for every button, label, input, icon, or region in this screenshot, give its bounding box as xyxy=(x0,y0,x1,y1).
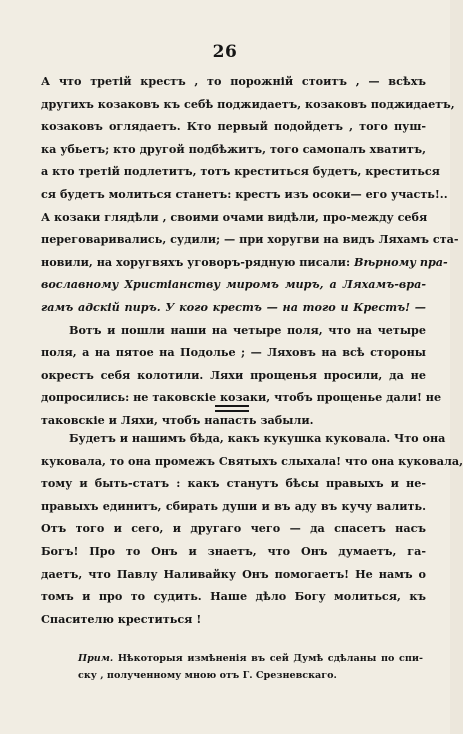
footnote-line xyxy=(78,650,423,667)
text-line: другихъ козаковъ къ себѣ поджидаетъ, козаковъ поджидаетъ, xyxy=(41,96,455,111)
page-number: 26 xyxy=(212,42,238,62)
text-line: Богъ! Про то Онъ и знаетъ, что Онъ думаетъ, га- xyxy=(41,543,426,558)
stanza-1 xyxy=(41,70,459,432)
text-line-mixed xyxy=(41,251,448,274)
footnote-label: Прим. xyxy=(78,653,114,664)
footnote-text: Нѣкоторыя измѣненія въ сей Думѣ сдѣланы по спи- xyxy=(117,653,423,664)
text-line: Вотъ и пошли наши на четыре поля, что на четыре xyxy=(69,322,426,337)
section-divider xyxy=(215,410,249,412)
text-line: ся будетъ молиться станетъ: крестъ изъ осоки— его участь!.. xyxy=(41,186,448,201)
text-line: таковскіе и Ляхи, чтобъ напасть забыли. xyxy=(41,412,314,427)
text-line: Спасителю креститься ! xyxy=(41,611,202,626)
italic-line: вославному Христіанству миромъ миръ, а Ляхамъ-вра- xyxy=(41,277,426,292)
text-line: правыхъ единитъ, сбирать души и въ аду въ кучу валить. xyxy=(41,498,426,513)
section-divider xyxy=(215,405,249,407)
text-line: А что третій крестъ , то порожній стоитъ , — всѣхъ xyxy=(41,74,426,88)
text-line: томъ и про то судить. Наше дѣло Богу молиться, къ xyxy=(41,589,426,604)
stanza-2 xyxy=(41,427,463,630)
text-line: допросились: не таковскіе козаки, чтобъ прощенье дали! не xyxy=(41,390,442,405)
text-segment: новили, на хоругвяхъ уговоръ-рядную писали: xyxy=(41,254,351,269)
text-line: Отъ того и сего, и другаго чего — да спасетъ насъ xyxy=(41,521,426,536)
text-line: окрестъ себя колотили. Ляхи прощенья просили, да не xyxy=(41,367,426,382)
text-line: куковала, то она промежъ Святыхъ слыхала! что она куковала, xyxy=(41,453,463,468)
text-line: А козаки глядѣли , своими очами видѣли, про-между себя xyxy=(41,209,428,224)
text-line: тому и быть-статъ : какъ станутъ бѣсы правыхъ и не- xyxy=(41,476,426,491)
text-line: поля, а на пятое на Подолье ; — Ляховъ на всѣ стороны xyxy=(41,345,426,360)
footnote xyxy=(78,650,423,684)
text-line: козаковъ оглядаетъ. Кто первый подойдетъ , того пуш- xyxy=(41,119,426,134)
text-line: даетъ, что Павлу Наливайку Онъ помогаетъ! Не намъ о xyxy=(41,566,426,581)
text-line: а кто третій подлетитъ, тотъ креститься будетъ, креститься xyxy=(41,164,440,179)
text-line: Будетъ и нашимъ бѣда, какъ кукушка куковала. Что она xyxy=(69,431,446,445)
footnote-line: ску , полученному мною отъ Г. Срезневскаго. xyxy=(78,670,337,682)
text-line: переговаривались, судили; — при хоругви на видъ Ляхамъ ста- xyxy=(41,232,459,247)
italic-segment: Вѣрному пра- xyxy=(353,254,448,269)
text-line: ка убьетъ; кто другой подбѣжитъ, того самопалъ хватитъ, xyxy=(41,141,426,156)
italic-line: гамъ адскій пиръ. У кого крестъ — на того и Крестъ! — xyxy=(41,299,426,314)
